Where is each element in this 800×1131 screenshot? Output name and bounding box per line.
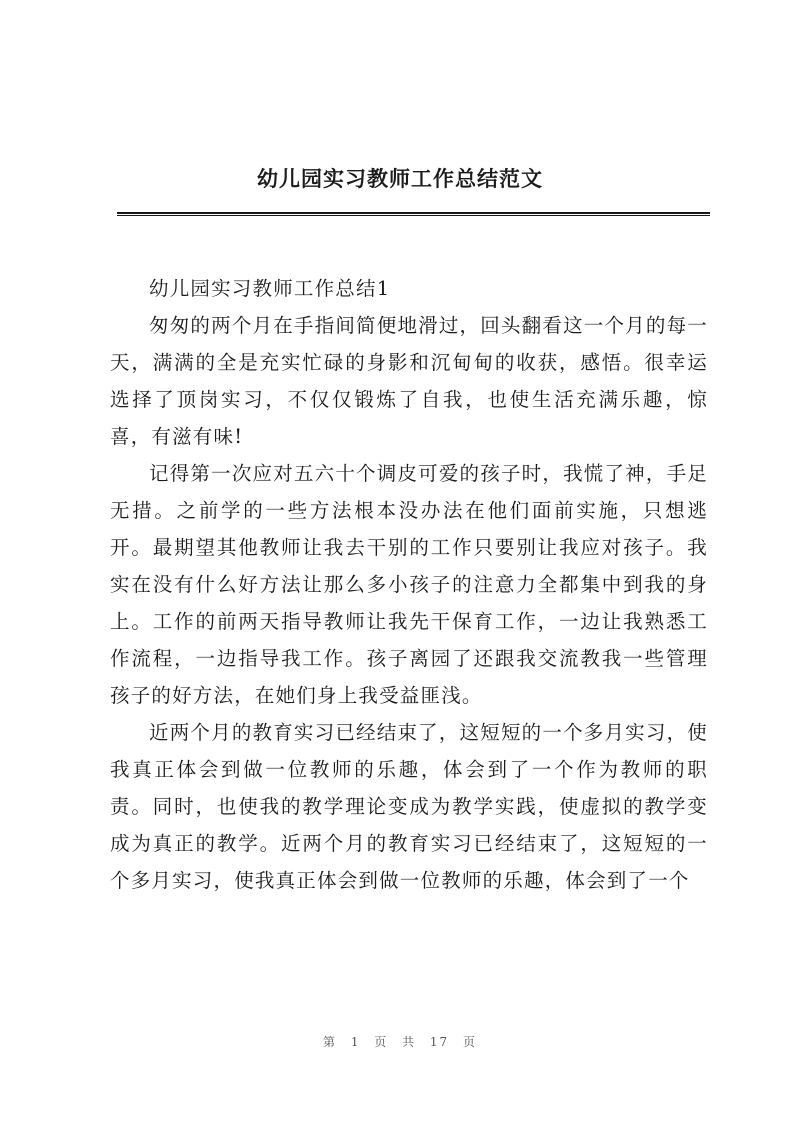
paragraph-1: 匆匆的两个月在手指间简便地滑过，回头翻看这一个月的每一天，满满的全是充实忙碌的身影和沉甸甸的收获，感悟。很幸运选择了顶岗实习，不仅仅锻炼了自我，也使生活充满乐趣，惊喜，有滋有味! (110, 314, 708, 448)
paragraph-2: 记得第一次应对五六十个调皮可爱的孩子时，我慌了神，手足无措。之前学的一些方法根本没办法在他们面前实施，只想逃开。最期望其他教师让我去干别的工作只要别让我应对孩子。我实在没有什么好方法让那么多小孩子的注意力全都集中到我的身上。工作的前两天指导教师让我先干保育工作，一边让我熟悉工作流程，一边指导我工作。孩子离园了还跟我交流教我一些管理孩子的好方法，在她们身上我受益匪浅。 (110, 462, 708, 707)
title-rule-thin (117, 215, 710, 216)
document-body (110, 270, 708, 899)
page-footer: 第 1 页 共 17 页 (323, 1035, 477, 1049)
section-heading: 幼儿园实习教师工作总结1 (149, 277, 391, 300)
paragraph-3: 近两个月的教育实习已经结束了，这短短的一个多月实习，使我真正体会到做一位教师的乐趣，体会到了一个作为教师的职责。同时，也使我的教学理论变成为教学实践，使虚拟的教学变成为真正的教学。近两个月的教育实习已经结束了，这短短的一个多月实习，使我真正体会到做一位教师的乐趣，体会到了一个 (110, 721, 708, 892)
title-rule (117, 212, 710, 214)
document-title: 幼儿园实习教师工作总结范文 (257, 167, 543, 191)
